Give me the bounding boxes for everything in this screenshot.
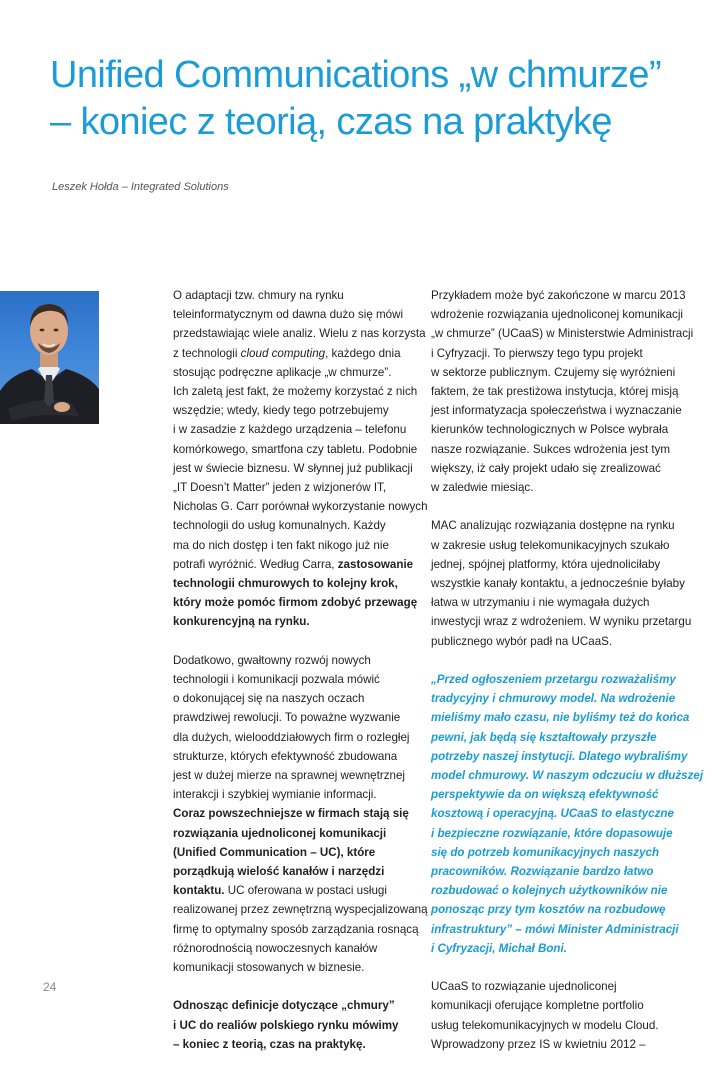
text-line: Coraz powszechniejsze w firmach stają się <box>173 807 409 821</box>
text-line: Dodatkowo, gwałtowny rozwój nowych <box>173 653 371 667</box>
text-line: potrafi wyróżnić. Według Carra, zastosowanie <box>173 557 414 571</box>
text-line: Odnosząc definicje dotyczące „chmury” <box>173 999 395 1013</box>
italic-term: cloud computing <box>240 346 326 360</box>
quote-line: pracowników. Rozwiązanie bardzo łatwo <box>431 865 654 879</box>
quote-line: perspektywie da on większą efektywność <box>431 788 659 802</box>
text-line: Ich zaletą jest fakt, że możemy korzystać z nich <box>173 385 418 399</box>
text-line: MAC analizując rozwiązania dostępne na rynku <box>431 519 675 533</box>
text-line: kierunków technologicznych w Polsce wybrała <box>431 423 669 437</box>
quote-line: infrastruktury” – mówi Minister Administracji <box>431 922 679 936</box>
author-portrait-image <box>0 291 99 424</box>
text-line: – koniec z teorią, czas na praktykę. <box>173 1037 366 1051</box>
text-line: i w zasadzie z każdego urządzenia – telefonu <box>173 423 407 437</box>
text-line: dla dużych, wielooddziałowych firm o rozległej <box>173 730 410 744</box>
text-line: i Cyfryzacji. To pierwszy tego typu projekt <box>431 346 643 360</box>
text-line: Przykładem może być zakończone w marcu 2013 <box>431 289 686 302</box>
paragraph <box>431 286 694 497</box>
text-line: który może pomóc firmom zdobyć przewagę <box>173 596 418 610</box>
quote-line: się do potrzeb komunikacyjnych naszych <box>431 845 660 859</box>
paragraph <box>431 977 681 1054</box>
column-right <box>431 286 704 1073</box>
page-number: 24 <box>43 980 57 994</box>
text-line: jest w dużej mierze na sprawnej wewnętrznej <box>173 769 405 783</box>
text-line: konkurencyjną na rynku. <box>173 615 310 629</box>
text-line: UCaaS to rozwiązanie ujednoliconej <box>431 980 617 994</box>
title-line-1: Unified Communications „w chmurze” <box>50 54 662 96</box>
text-line: nasze rozwiązanie. Sukces wdrożenia jest tym <box>431 442 671 456</box>
quote-line: tradycyjny i chmurowy model. Na wdrożenie <box>431 692 676 706</box>
text-line: w zaledwie miesiąc. <box>431 481 534 495</box>
paragraph <box>173 651 428 977</box>
text-line: faktem, że tak prestiżowa instytucja, której misją <box>431 385 679 399</box>
text-line: Wprowadzony przez IS w kwietniu 2012 – <box>431 1037 646 1051</box>
title-line-2: – koniec z teorią, czas na praktykę <box>50 101 612 143</box>
text-line: komunikacji stosowanych w biznesie. <box>173 961 365 975</box>
text-line: „IT Doesn’t Matter” jeden z wizjonerów IT, <box>173 481 387 495</box>
text-line: technologii i komunikacji pozwala mówić <box>173 673 380 687</box>
column-left <box>173 286 428 1073</box>
text-line: jednej, spójnej platformy, która ujednoliciłaby <box>431 557 661 571</box>
text-line: wdrożenie rozwiązania ujednoliconej komunikacji <box>431 308 683 322</box>
text-line: wszystkie kanały kontaktu, a jednocześnie byłaby <box>431 577 685 591</box>
text-line: rozwiązania ujednoliconej komunikacji <box>173 826 387 840</box>
text-line: interakcji i szybkiej wymianie informacji. <box>173 788 377 802</box>
text-line: przedstawiając wiele analiz. Wielu z nas korzysta <box>173 327 426 341</box>
text-line: ma do nich dostęp i ten fakt nikogo już nie <box>173 538 389 552</box>
text-line: komunikacji oferujące kompletne portfolio <box>431 999 644 1013</box>
text-line: o dokonującej się na naszych oczach <box>173 692 365 706</box>
paragraph <box>173 996 408 1054</box>
text-line: teleinformatycznym od dawna dużo się mówi <box>173 308 404 322</box>
text-line: z technologii cloud computing, każdego dnia <box>173 346 401 360</box>
quote-line: ponosząc przy tym kosztów na rozbudowę <box>431 903 666 917</box>
paragraph <box>431 516 692 650</box>
text-line: różnorodnością nowoczesnych kanałów <box>173 941 378 955</box>
bold-text: zastosowanie <box>337 557 414 571</box>
text-line: O adaptacji tzw. chmury na rynku <box>173 289 344 302</box>
text-line: łatwa w utrzymaniu i nie wymagała dużych <box>431 596 650 610</box>
text-line: w zakresie usług telekomunikacyjnych szukało <box>431 538 670 552</box>
text-line: usług telekomunikacyjnych w modelu Cloud. <box>431 1018 659 1032</box>
quote-line: „Przed ogłoszeniem przetargu rozważaliśmy <box>431 673 676 687</box>
quote-line: rozbudować o kolejnych użytkowników nie <box>431 884 668 898</box>
quote-line: kosztową i operacyjną. UCaaS to elastyczne <box>431 807 674 821</box>
text-line: (Unified Communication – UC), które <box>173 845 376 859</box>
bold-text: kontaktu. <box>173 884 225 898</box>
text-line: i UC do realiów polskiego rynku mówimy <box>173 1018 399 1032</box>
minister-quote <box>431 670 704 958</box>
text-line: realizowanej przez zewnętrzną wyspecjalizowaną <box>173 903 428 917</box>
text-line: prawdziwej rewolucji. To poważne wyzwanie <box>173 711 401 725</box>
quote-line: mieliśmy mało czasu, nie byliśmy też do końca <box>431 711 690 725</box>
text-line: publicznego wybór padł na UCaaS. <box>431 634 613 648</box>
text-line: technologii chmurowych to kolejny krok, <box>173 577 398 591</box>
text-line: Nicholas G. Carr porównał wykorzystanie nowych <box>173 500 428 514</box>
quote-line: i Cyfryzacji, Michał Boni. <box>431 941 567 955</box>
text-line: porządkują wielość kanałów i narzędzi <box>173 865 385 879</box>
quote-line: model chmurowy. W naszym odczuciu w dłuższej <box>431 769 704 783</box>
text-line: większy, iż cały projekt udało się zrealizować <box>431 461 661 475</box>
text-line: „w chmurze” (UCaaS) w Ministerstwie Administracji <box>431 327 694 341</box>
text-line: inwestycji wraz z wdrożeniem. W wyniku przetargu <box>431 615 692 629</box>
text-line: stosując podręczne aplikacje „w chmurze”. <box>173 365 392 379</box>
quote-line: potrzeby naszej instytucji. Dlatego wybraliśmy <box>431 749 688 763</box>
text-line: komórkowego, smartfona czy tabletu. Podobnie <box>173 442 418 456</box>
text-line: w sektorze publicznym. Czujemy się wyróżnieni <box>431 365 676 379</box>
quote-line: pewni, jak będą się kształtowały przyszłe <box>431 730 657 744</box>
text-line: jest w świecie biznesu. W słynnej już publikacji <box>173 461 413 475</box>
author-byline: Leszek Hołda – Integrated Solutions <box>52 181 229 193</box>
text-line: firmę to optymalny sposób zarządzania rosnącą <box>173 922 419 936</box>
text-line: jest informatyzacja społeczeństwa i wyznaczanie <box>431 404 682 418</box>
quote-line: i bezpieczne rozwiązanie, które dopasowuje <box>431 826 673 840</box>
article-title <box>50 52 710 146</box>
paragraph <box>173 286 428 632</box>
text-line: technologii do usług komunalnych. Każdy <box>173 519 386 533</box>
text-line: kontaktu. UC oferowana w postaci usługi <box>173 884 387 898</box>
text-line: wszędzie; wtedy, kiedy tego potrzebujemy <box>173 404 389 418</box>
author-photo <box>0 291 99 424</box>
text-line: strukturze, których efektywność zbudowana <box>173 749 398 763</box>
